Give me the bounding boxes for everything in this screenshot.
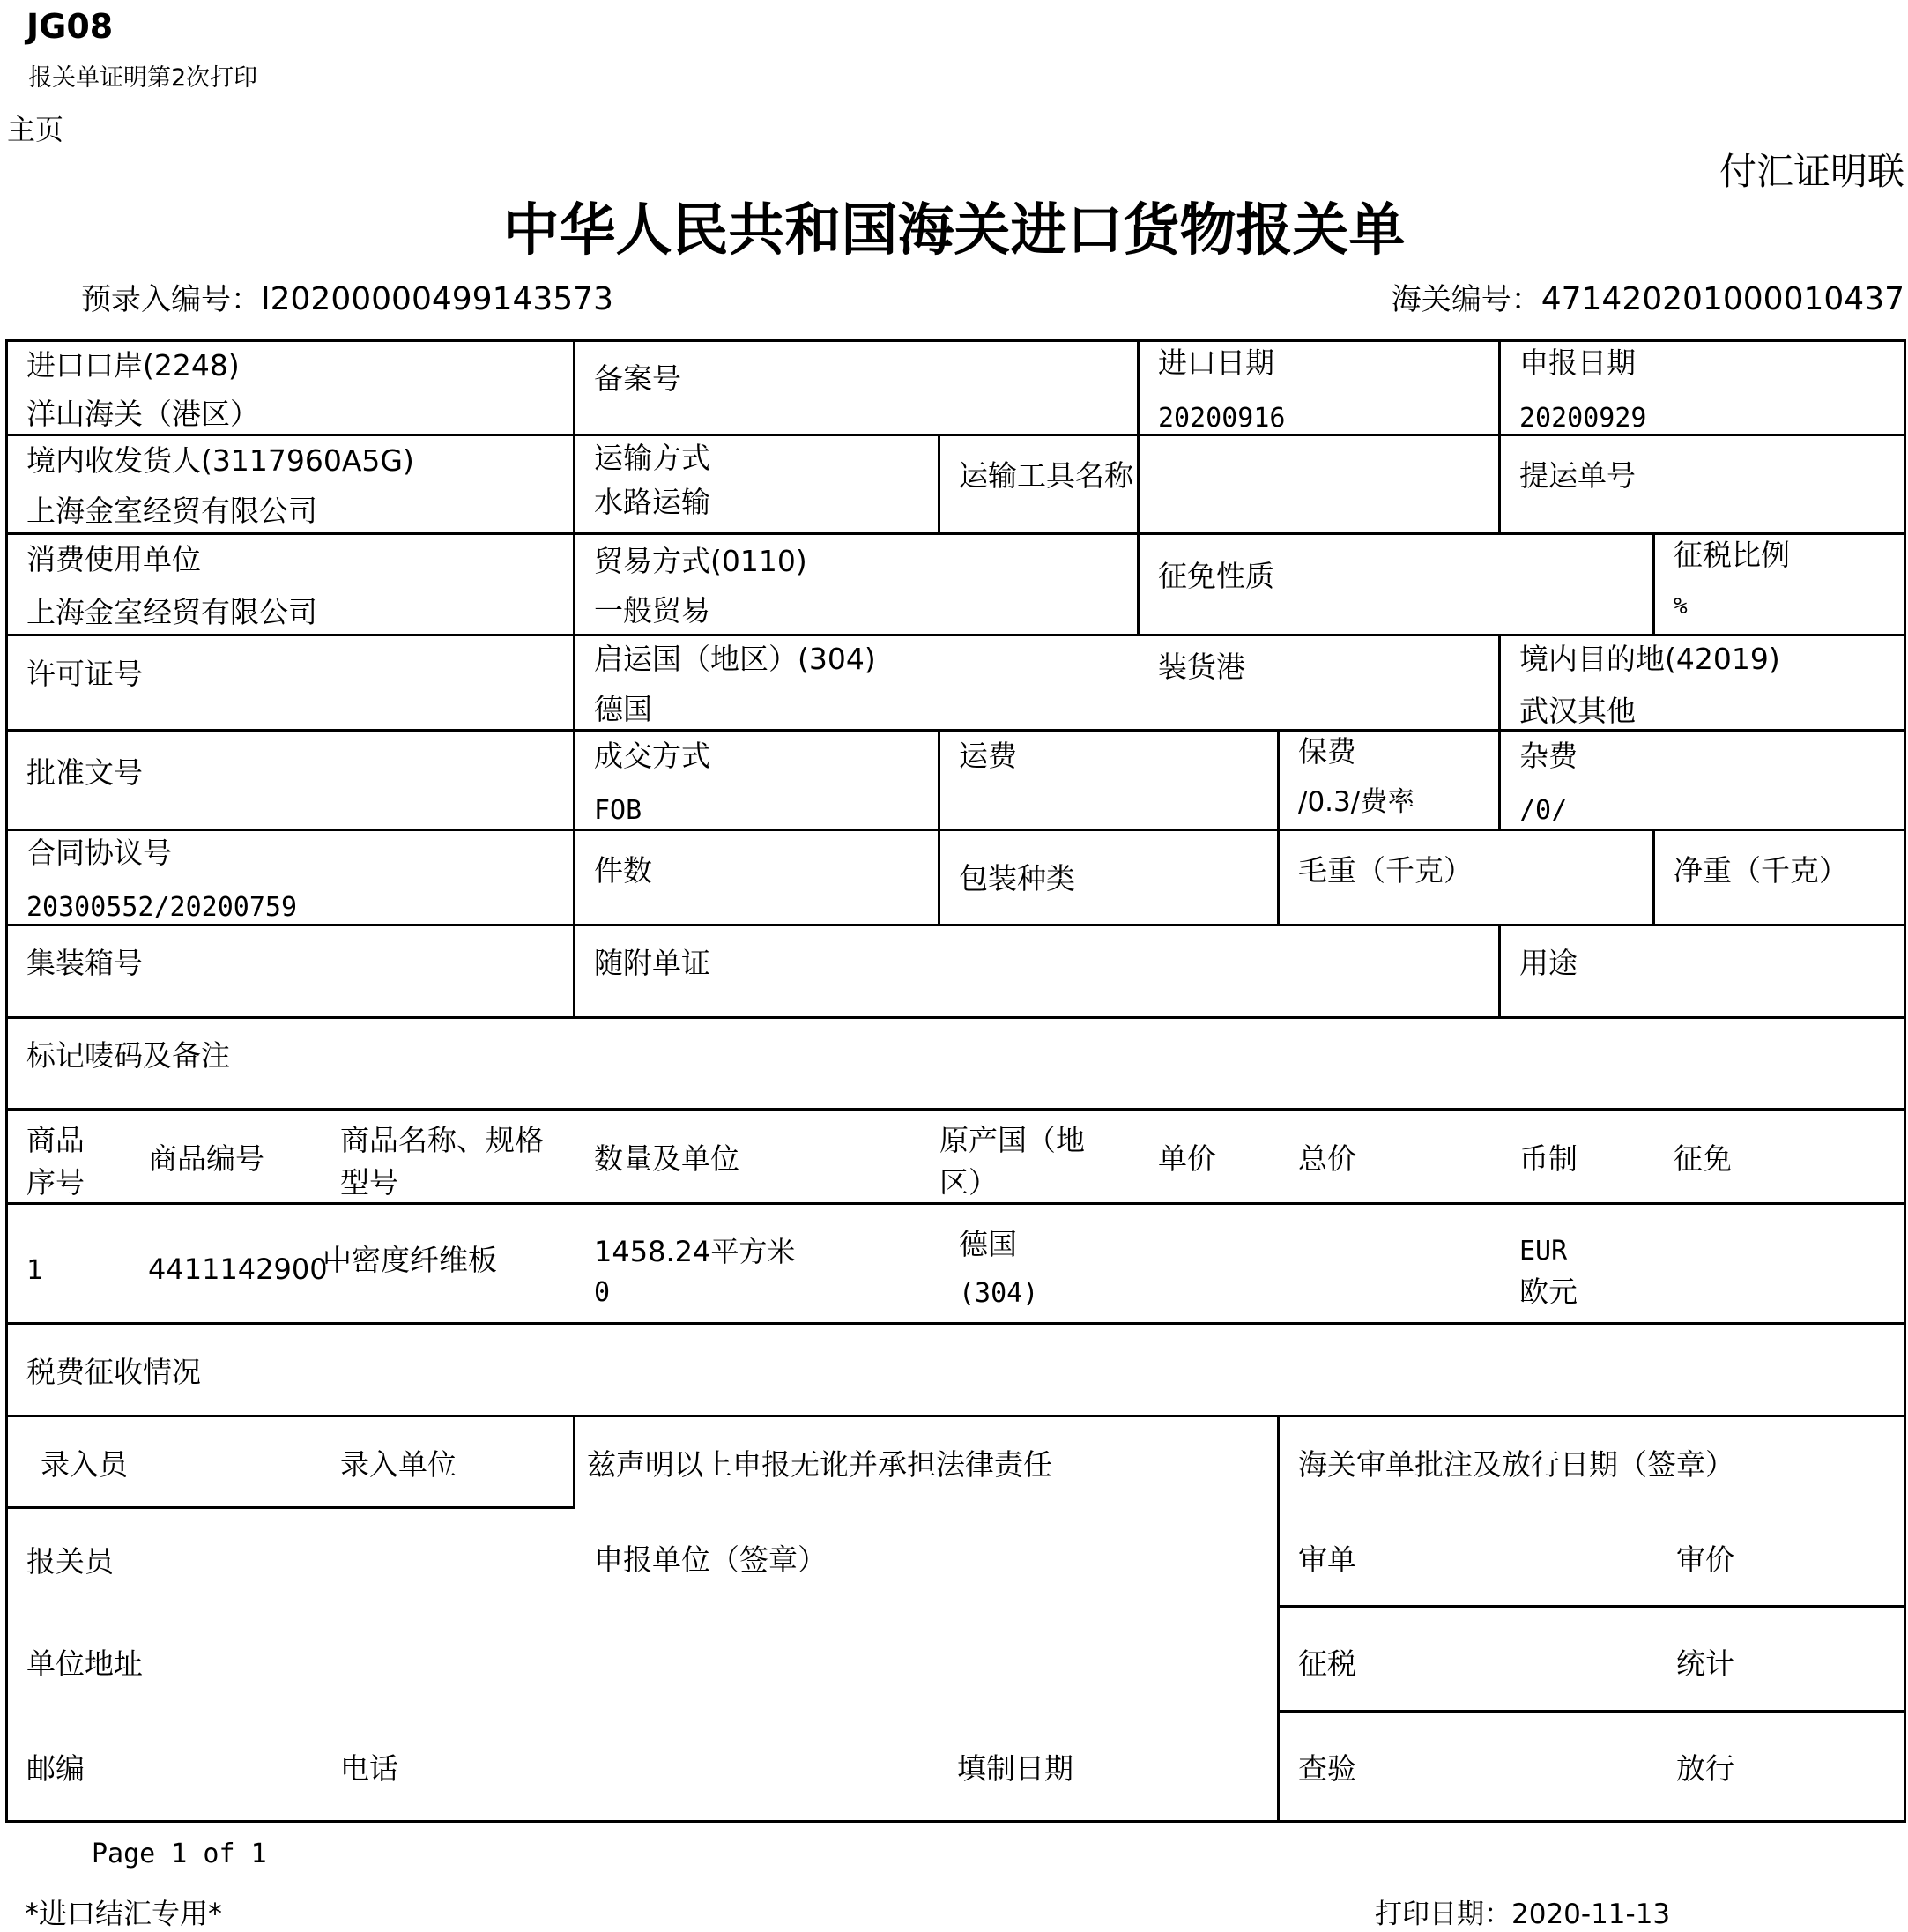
levy-label: 征税	[1298, 1646, 1356, 1681]
customs-number	[1392, 275, 1904, 318]
destination-label: 境内目的地(42019)	[1519, 642, 1780, 676]
goods-header-name-line1: 商品名称、规格	[340, 1123, 544, 1157]
origin-country-label: 启运国（地区）(304)	[594, 642, 876, 676]
home-link[interactable]: 主页	[7, 113, 64, 146]
pre-entry-label: 预录入编号：	[81, 282, 261, 317]
net-weight-label: 净重（千克）	[1674, 853, 1848, 888]
record-no-label: 备案号	[594, 361, 681, 396]
col-divider	[573, 339, 575, 1018]
goods-header-seq	[26, 1119, 85, 1204]
exemption-label: 征免性质	[1158, 559, 1274, 593]
pre-entry-value: I20200000499143573	[261, 281, 613, 317]
contract-no-label: 合同协议号	[26, 836, 172, 870]
goods-header-exempt: 征免	[1674, 1141, 1732, 1176]
tax-ratio-value: %	[1674, 593, 1688, 620]
col-divider	[1652, 532, 1655, 636]
goods-header-origin	[939, 1119, 1085, 1204]
review-label: 审单	[1298, 1542, 1356, 1577]
statistics-label: 统计	[1676, 1646, 1734, 1681]
col-divider	[1498, 634, 1501, 732]
border-bottom	[5, 1820, 1906, 1823]
insurance-value: /0.3/费率	[1298, 786, 1415, 818]
broker-label: 报关员	[26, 1544, 114, 1579]
tax-ratio-label: 征税比例	[1674, 538, 1790, 572]
customs-number-value: 471420201000010437	[1541, 281, 1904, 317]
trade-mode-value: 一般贸易	[594, 593, 710, 628]
gross-weight-label: 毛重（千克）	[1298, 853, 1473, 888]
contract-no-value: 20300552/20200759	[26, 892, 298, 923]
goods-origin-line2: (304)	[959, 1278, 1039, 1309]
row-divider	[5, 729, 1906, 732]
goods-header-currency: 币制	[1519, 1141, 1578, 1176]
row-divider	[5, 634, 1906, 636]
form-code: JG08	[26, 7, 114, 46]
bill-of-lading-label: 提运单号	[1519, 458, 1636, 493]
goods-header-unit-price: 单价	[1158, 1141, 1216, 1176]
pricing-label: 审价	[1676, 1542, 1734, 1577]
goods-header-origin-line1: 原产国（地	[939, 1123, 1085, 1157]
declare-date-label: 申报日期	[1519, 346, 1636, 380]
import-port-value: 洋山海关（港区）	[26, 397, 259, 431]
postcode-label: 邮编	[26, 1751, 85, 1786]
pre-entry-number	[81, 275, 613, 318]
address-label: 单位地址	[26, 1646, 143, 1681]
container-no-label: 集装箱号	[26, 946, 143, 980]
col-divider	[1277, 729, 1280, 926]
goods-qty-line2: 0	[594, 1277, 611, 1308]
goods-origin-line1: 德国	[959, 1227, 1017, 1261]
misc-fee-label: 杂费	[1519, 739, 1578, 773]
goods-seq: 1	[26, 1255, 43, 1286]
import-port-label: 进口口岸(2248)	[26, 348, 240, 383]
import-date-value: 20200916	[1158, 403, 1286, 434]
col-divider	[1498, 339, 1501, 436]
transport-mode-value: 水路运输	[594, 485, 710, 519]
row-divider	[5, 1108, 1906, 1111]
goods-header-code: 商品编号	[148, 1141, 264, 1176]
goods-header-qty: 数量及单位	[594, 1141, 739, 1176]
insurance-label: 保费	[1298, 734, 1356, 769]
declaration-text: 兹声明以上申报无讹并承担法律责任	[587, 1447, 1052, 1482]
package-type-label: 包装种类	[959, 861, 1075, 895]
consignee-value: 上海金室经贸有限公司	[26, 494, 317, 528]
entry-unit-label: 录入单位	[340, 1447, 457, 1482]
col-divider	[1137, 339, 1140, 636]
trade-mode-label: 贸易方式(0110)	[594, 544, 807, 578]
vehicle-name-label: 运输工具名称	[959, 458, 1133, 493]
print-note: 报关单证明第2次打印	[28, 64, 258, 92]
misc-fee-value: /0/	[1519, 795, 1568, 826]
inspect-label: 查验	[1298, 1751, 1356, 1786]
consignee-label: 境内收发货人(3117960A5G)	[26, 443, 414, 478]
row-divider	[5, 829, 1906, 831]
tax-collection-label: 税费征收情况	[26, 1355, 201, 1389]
row-divider	[1277, 1710, 1906, 1713]
goods-header-name	[340, 1119, 544, 1204]
special-use-note: *进口结汇专用*	[25, 1897, 223, 1930]
declare-unit-label: 申报单位（签章）	[594, 1542, 827, 1577]
goods-qty-line1: 1458.24平方米	[594, 1235, 796, 1268]
goods-header-name-line2: 型号	[340, 1165, 398, 1200]
loading-port-label: 装货港	[1158, 650, 1245, 684]
customs-approval-label: 海关审单批注及放行日期（签章）	[1298, 1447, 1734, 1482]
border-top	[5, 339, 1906, 342]
goods-header-seq-line1: 商品	[26, 1123, 85, 1157]
row-divider	[5, 532, 1906, 535]
deal-mode-value: FOB	[594, 795, 642, 826]
transport-mode-label: 运输方式	[594, 441, 710, 475]
row-divider	[5, 1322, 1906, 1325]
col-divider	[938, 729, 940, 926]
print-date: 打印日期：2020-11-13	[1375, 1899, 1671, 1930]
col-divider	[573, 1415, 575, 1509]
col-divider	[1498, 434, 1501, 535]
origin-country-value: 德国	[594, 692, 652, 726]
goods-header-origin-line2: 区）	[939, 1165, 998, 1200]
phone-label: 电话	[340, 1751, 398, 1786]
usage-label: 用途	[1519, 946, 1578, 980]
release-label: 放行	[1676, 1751, 1734, 1786]
copy-type: 付汇证明联	[1719, 150, 1904, 193]
goods-currency-name: 欧元	[1519, 1274, 1578, 1309]
col-divider	[938, 434, 940, 535]
col-divider	[1498, 729, 1501, 829]
marks-remarks-label: 标记唛码及备注	[26, 1038, 230, 1073]
deal-mode-label: 成交方式	[594, 739, 710, 773]
goods-header-seq-line2: 序号	[26, 1165, 85, 1200]
fill-date-label: 填制日期	[957, 1751, 1073, 1786]
page-title: 中华人民共和国海关进口货物报关单	[502, 198, 1406, 264]
border-right	[1904, 339, 1906, 1823]
row-divider	[5, 1016, 1906, 1019]
row-divider	[5, 1415, 1906, 1417]
entry-clerk-label: 录入员	[41, 1447, 128, 1482]
col-divider	[1277, 1415, 1280, 1823]
border-left	[5, 339, 8, 1823]
license-label: 许可证号	[26, 657, 143, 691]
row-divider	[5, 1506, 574, 1509]
customs-number-label: 海关编号：	[1391, 282, 1541, 317]
freight-label: 运费	[959, 739, 1017, 773]
page-indicator: Page 1 of 1	[92, 1839, 267, 1869]
declare-date-value: 20200929	[1519, 403, 1647, 434]
attached-docs-label: 随附单证	[594, 946, 710, 980]
goods-name: 中密度纤维板	[323, 1243, 497, 1277]
approval-no-label: 批准文号	[26, 755, 143, 790]
col-divider	[1652, 829, 1655, 926]
col-divider	[1498, 924, 1501, 1019]
goods-code: 4411142900	[148, 1252, 328, 1286]
row-divider	[1277, 1605, 1906, 1608]
import-date-label: 进口日期	[1158, 346, 1274, 380]
goods-currency-code: EUR	[1519, 1236, 1568, 1267]
consumer-value: 上海金室经贸有限公司	[26, 595, 317, 629]
goods-header-total: 总价	[1298, 1141, 1356, 1176]
consumer-label: 消费使用单位	[26, 542, 201, 576]
destination-value: 武汉其他	[1519, 694, 1636, 728]
pieces-label: 件数	[594, 853, 652, 888]
